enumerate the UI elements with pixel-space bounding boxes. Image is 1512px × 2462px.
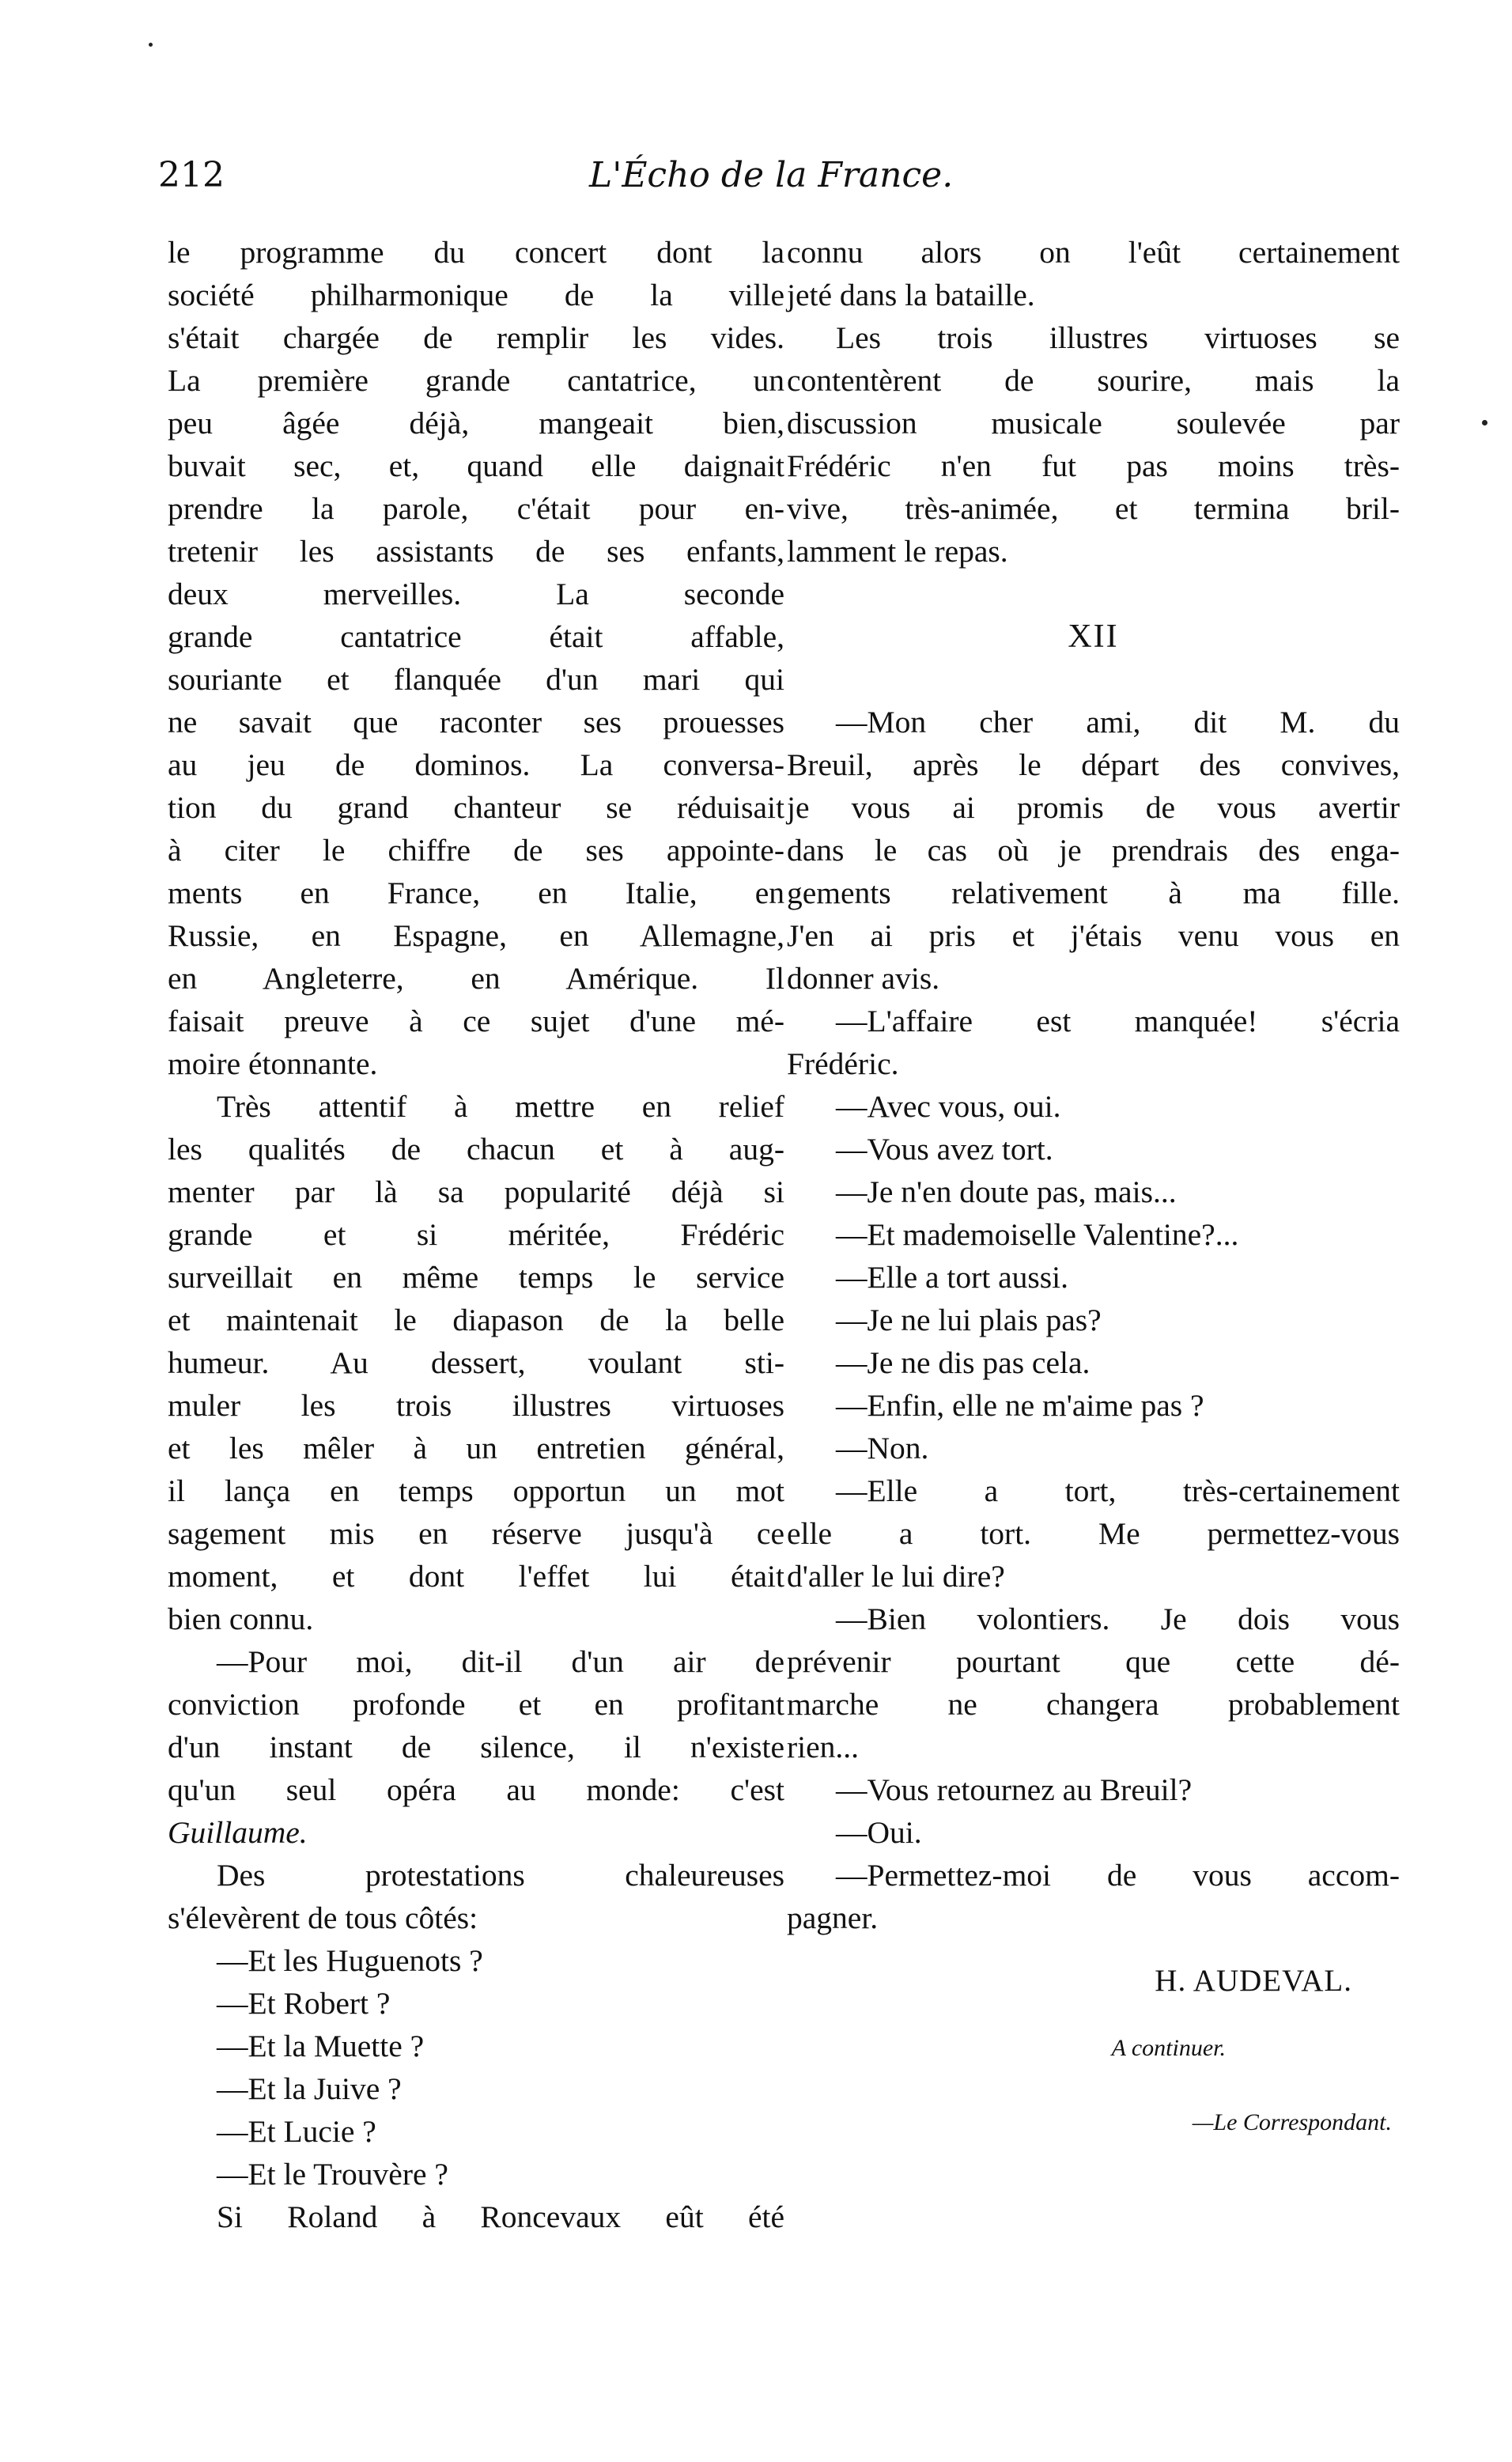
text-line: s'élevèrent de tous côtés: — [168, 1900, 478, 1935]
text-line: —Et mademoiselle Valentine?... — [836, 1217, 1239, 1252]
page-header — [158, 155, 1376, 202]
text-line: —Je ne dis pas cela. — [836, 1345, 1091, 1380]
text-line: Frédéric n'en fut pas moins très- — [787, 448, 1400, 483]
text-line: —Non. — [836, 1431, 929, 1465]
text-line: buvait sec, et, quand elle daignait — [168, 448, 784, 483]
continuation-note: A continuer. — [1111, 2035, 1226, 2061]
text-line: et maintenait le diapason de la belle — [168, 1303, 784, 1337]
text-line: prévenir pourtant que cette dé- — [787, 1644, 1400, 1679]
text-line: société philharmonique de la ville — [168, 278, 784, 312]
text-line: ments en France, en Italie, en — [168, 876, 784, 910]
text-line: —Et les Huguenots ? — [217, 1943, 483, 1978]
right-column-top-text — [787, 231, 1400, 573]
ink-speck — [149, 43, 153, 47]
text-line: gements relativement à ma fille. — [787, 876, 1400, 910]
text-line: pagner. — [787, 1900, 879, 1935]
text-line: Si Roland à Roncevaux eût été — [217, 2199, 784, 2234]
text-line: Des protestations chaleureuses — [217, 1858, 784, 1893]
text-line: lamment le repas. — [787, 534, 1008, 569]
text-line: Les trois illustres virtuoses se — [836, 320, 1400, 355]
source-attribution: —Le Correspondant. — [1192, 2109, 1392, 2135]
text-line: —Et le Trouvère ? — [217, 2157, 448, 2192]
text-line: tion du grand chanteur se réduisait — [168, 790, 784, 825]
text-line: —Vous avez tort. — [836, 1132, 1053, 1167]
text-line: moment, et dont l'effet lui était — [168, 1559, 784, 1594]
text-line: menter par là sa popularité déjà si — [168, 1174, 784, 1209]
section-heading: XII — [1068, 618, 1119, 655]
text-line: —Vous retournez au Breuil? — [836, 1772, 1193, 1807]
text-line: rien... — [787, 1730, 860, 1764]
text-line: Très attentif à mettre en relief — [217, 1089, 784, 1124]
text-line: —Oui. — [836, 1815, 922, 1850]
text-line: Guillaume. — [168, 1815, 308, 1850]
right-column-dialogue — [787, 701, 1400, 1939]
text-line: J'en ai pris et j'étais venu vous en — [787, 918, 1400, 953]
text-line: je vous ai promis de vous avertir — [787, 790, 1400, 825]
text-line: sagement mis en réserve jusqu'à ce — [168, 1516, 784, 1551]
text-line: —Et la Muette ? — [217, 2029, 425, 2063]
text-line: faisait preuve à ce sujet d'une mé- — [168, 1004, 784, 1038]
text-line: en Angleterre, en Amérique. Il — [168, 961, 784, 996]
text-line: —Avec vous, oui. — [836, 1089, 1061, 1124]
text-line: connu alors on l'eût certainement — [787, 235, 1400, 270]
text-line: il lança en temps opportun un mot — [168, 1473, 784, 1508]
text-line: —Elle a tort aussi. — [836, 1260, 1068, 1295]
text-line: le programme du concert dont la — [168, 235, 784, 270]
text-line: prendre la parole, c'était pour en- — [168, 491, 784, 526]
text-line: à citer le chiffre de ses appointe- — [168, 833, 784, 868]
text-line: bien connu. — [168, 1602, 314, 1636]
text-line: moire étonnante. — [168, 1046, 378, 1081]
text-line: —Bien volontiers. Je dois vous — [836, 1602, 1400, 1636]
spacer — [787, 658, 1400, 701]
text-line: dans le cas où je prendrais des enga- — [787, 833, 1400, 868]
text-line: humeur. Au dessert, voulant sti- — [168, 1345, 784, 1380]
text-line: deux merveilles. La seconde — [168, 577, 784, 611]
text-line: les qualités de chacun et à aug- — [168, 1132, 784, 1167]
text-line: marche ne changera probablement — [787, 1687, 1400, 1722]
text-line: vive, très-animée, et termina bril- — [787, 491, 1400, 526]
text-line: Russie, en Espagne, en Allemagne, — [168, 918, 784, 953]
text-line: qu'un seul opéra au monde: c'est — [168, 1772, 784, 1807]
text-line: —Je n'en doute pas, mais... — [836, 1174, 1177, 1209]
text-line: grande cantatrice était affable, — [168, 619, 784, 654]
text-line: au jeu de dominos. La conversa- — [168, 747, 784, 782]
text-line: conviction profonde et en profitant — [168, 1687, 784, 1722]
text-line: donner avis. — [787, 961, 940, 996]
text-line: —Enfin, elle ne m'aime pas ? — [836, 1388, 1204, 1423]
author-signature: H. AUDEVAL. — [1155, 1964, 1352, 1998]
text-line: Breuil, après le départ des convives, — [787, 747, 1400, 782]
text-line: contentèrent de sourire, mais la — [787, 363, 1400, 398]
text-line: tretenir les assistants de ses enfants, — [168, 534, 784, 569]
text-line: La première grande cantatrice, un — [168, 363, 784, 398]
text-line: ne savait que raconter ses prouesses — [168, 705, 784, 739]
text-line: jeté dans la bataille. — [787, 278, 1035, 312]
text-line: s'était chargée de remplir les vides. — [168, 320, 784, 355]
page-number: 212 — [158, 155, 225, 195]
text-line: souriante et flanquée d'un mari qui — [168, 662, 784, 697]
text-line: muler les trois illustres virtuoses — [168, 1388, 784, 1423]
text-line: surveillait en même temps le service — [168, 1260, 784, 1295]
text-line: —L'affaire est manquée! s'écria — [836, 1004, 1400, 1038]
text-line: —Permettez-moi de vous accom- — [836, 1858, 1400, 1893]
text-line: d'aller le lui dire? — [787, 1559, 1005, 1594]
text-line: et les mêler à un entretien général, — [168, 1431, 784, 1465]
text-line: —Mon cher ami, dit M. du — [836, 705, 1400, 739]
text-line: peu âgée déjà, mangeait bien, — [168, 406, 784, 441]
text-line: —Et Lucie ? — [217, 2114, 376, 2149]
left-column — [168, 231, 784, 2238]
text-line: —Et Robert ? — [217, 1986, 391, 2021]
running-title: L'Écho de la France. — [589, 155, 954, 195]
text-line: —Je ne lui plais pas? — [836, 1303, 1102, 1337]
text-line: d'un instant de silence, il n'existe — [168, 1730, 784, 1764]
text-line: grande et si méritée, Frédéric — [168, 1217, 784, 1252]
text-line: Frédéric. — [787, 1046, 899, 1081]
text-line: —Pour moi, dit-il d'un air de — [217, 1644, 784, 1679]
ink-speck — [1482, 420, 1487, 425]
text-line: —Elle a tort, très-certainement — [836, 1473, 1400, 1508]
text-line: elle a tort. Me permettez-vous — [787, 1516, 1400, 1551]
text-line: discussion musicale soulevée par — [787, 406, 1400, 441]
spacer — [787, 573, 1400, 615]
right-column — [787, 231, 1400, 2144]
text-line: —Et la Juive ? — [217, 2071, 402, 2106]
